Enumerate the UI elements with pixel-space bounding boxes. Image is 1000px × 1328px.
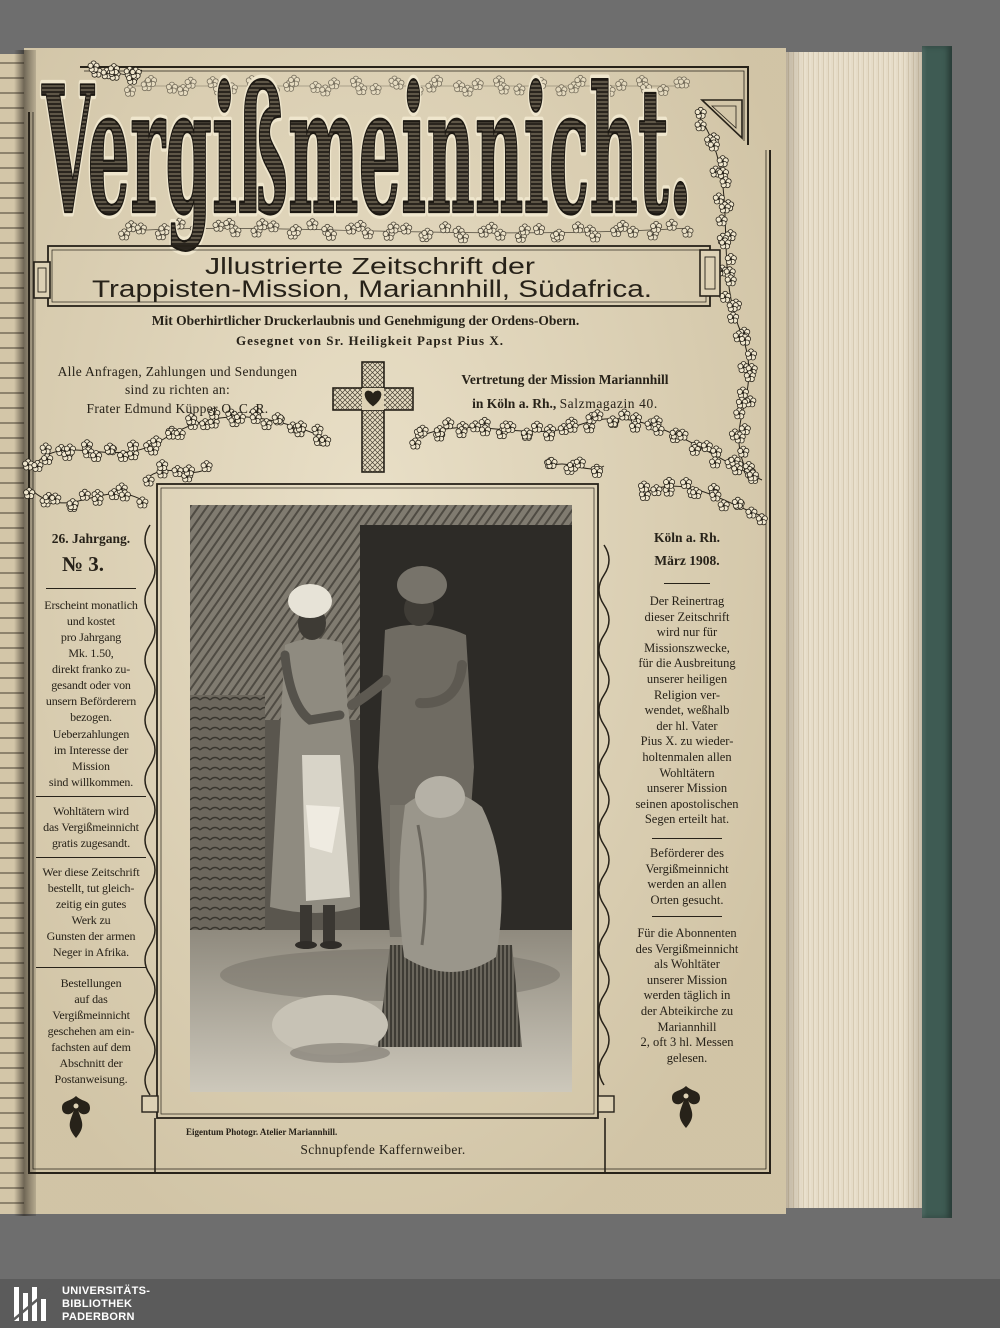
text-line: Mk. 1.50, bbox=[68, 646, 114, 660]
volume-label: 26. Jahrgang. bbox=[51, 531, 131, 546]
garland-flower bbox=[42, 453, 53, 464]
text-line: werden an allen bbox=[647, 877, 727, 892]
approval-line: Mit Oberhirtlicher Druckerlaubnis und Genehmigung der Ordens-Obern. bbox=[151, 313, 580, 328]
issue-number: № 3. bbox=[61, 552, 105, 576]
text-line: gesandt oder von bbox=[51, 678, 131, 692]
column-divider bbox=[664, 583, 710, 584]
garland-flower bbox=[79, 489, 90, 500]
masthead-title: Vergißmeinnicht. bbox=[41, 49, 693, 254]
photograph bbox=[190, 505, 572, 1092]
library-name-line-1: UNIVERSITÄTS- bbox=[62, 1285, 151, 1297]
column-divider bbox=[36, 796, 146, 797]
text-line: gratis zugesandt. bbox=[51, 836, 131, 850]
garland-flower bbox=[67, 499, 78, 510]
garland-flower bbox=[417, 425, 428, 436]
text-line: und kostet bbox=[66, 614, 116, 628]
text-line: wird nur für bbox=[656, 625, 718, 640]
text-line: Werk zu bbox=[71, 913, 111, 927]
garland-flower bbox=[713, 193, 724, 204]
contact-left-line-2: sind zu richten an: bbox=[124, 382, 231, 397]
garland-flower bbox=[651, 485, 662, 496]
text-line: Für die Abonnenten bbox=[637, 926, 737, 940]
text-line: zeitig ein gutes bbox=[55, 897, 127, 911]
text-line: Ueberzahlungen bbox=[52, 727, 130, 741]
garland-flower bbox=[746, 507, 757, 518]
contact-left-line-3: Frater Edmund Küpper O. C. R. bbox=[86, 401, 269, 416]
subtitle-line-1: Jllustrierte Zeitschrift der bbox=[205, 253, 536, 279]
text-line: Beförderer des bbox=[650, 846, 724, 860]
text-line: dieser Zeitschrift bbox=[644, 609, 730, 624]
text-line: der Abteikirche zu bbox=[640, 1003, 734, 1018]
contact-right-line-2 bbox=[440, 392, 690, 416]
text-line: Mission bbox=[72, 759, 110, 773]
photo-credit: Eigentum Photogr. Atelier Mariannhill. bbox=[186, 1127, 338, 1137]
garland-flower bbox=[40, 443, 51, 454]
blessing-line: Gesegnet von Sr. Heiligkeit Papst Pius X. bbox=[235, 333, 505, 348]
garland-flower bbox=[664, 477, 675, 488]
text-line: der hl. Vater bbox=[656, 718, 718, 733]
contact-right-line-1: Vertretung der Mission Mariannhill bbox=[461, 372, 669, 387]
garland-flower bbox=[104, 443, 115, 454]
fleuron-right bbox=[672, 1086, 700, 1128]
subtitle-line-2: Trappisten-Mission, Mariannhill, Südafrica. bbox=[92, 276, 652, 303]
text-line: Wohltätern wird bbox=[53, 804, 129, 818]
publication-date: März 1908. bbox=[654, 553, 720, 568]
garland-flower bbox=[521, 428, 532, 439]
garland-flower bbox=[695, 120, 706, 131]
text-line: unsern Beförderern bbox=[45, 694, 137, 708]
text-line: 2, oft 3 hl. Messen bbox=[640, 1035, 734, 1050]
garland-flower bbox=[728, 312, 739, 323]
text-line: direkt franko zu- bbox=[51, 662, 131, 676]
text-line: pro Jahrgang bbox=[60, 630, 122, 644]
promoters-info bbox=[612, 846, 762, 908]
text-line: für die Ausbreitung bbox=[638, 656, 736, 671]
garland-flower bbox=[710, 457, 721, 468]
vine-right bbox=[599, 545, 609, 1085]
text-line: Vergißmeinnicht bbox=[645, 861, 729, 876]
text-line: im Interesse der bbox=[53, 743, 129, 757]
cross-ornament bbox=[333, 362, 413, 472]
agency-address: Salzmagazin 40. bbox=[559, 396, 658, 411]
text-line: Gunsten der armen bbox=[46, 929, 136, 943]
text-line: holtenmalen allen bbox=[642, 749, 732, 764]
text-line: Religion ver- bbox=[653, 687, 721, 702]
text-line: unserer Mission bbox=[646, 972, 728, 987]
library-name-line-3: PADERBORN bbox=[62, 1311, 135, 1323]
text-line: unserer Mission bbox=[646, 781, 728, 796]
benefactors-info bbox=[30, 803, 152, 851]
photo-wattle-fence bbox=[190, 695, 265, 945]
text-line: bezogen. bbox=[70, 710, 112, 724]
text-line: Wer diese Zeitschrift bbox=[42, 865, 140, 879]
text-line: Postanweisung. bbox=[54, 1072, 128, 1086]
library-footer bbox=[0, 1279, 1000, 1328]
garland-flower bbox=[720, 291, 731, 302]
column-divider bbox=[36, 967, 146, 968]
text-line: Abschnitt der bbox=[59, 1056, 123, 1070]
garland-flower bbox=[410, 438, 421, 449]
garland-flower bbox=[151, 436, 162, 447]
garland-flower bbox=[574, 457, 585, 468]
garland-flower bbox=[312, 424, 323, 435]
text-line: Missionszwecke, bbox=[644, 640, 730, 655]
text-line: Wohltätern bbox=[659, 765, 715, 780]
text-line: Vergißmeinnicht bbox=[52, 1008, 130, 1022]
garland-flower bbox=[732, 497, 743, 508]
garland-flower bbox=[717, 156, 728, 167]
text-line: das Vergißmeinnicht bbox=[43, 820, 139, 834]
text-line: bestellt, tut gleich- bbox=[47, 881, 135, 895]
column-divider bbox=[652, 838, 722, 839]
garland-flower bbox=[443, 418, 454, 429]
text-line: Bestellungen bbox=[60, 976, 122, 990]
garland-flower bbox=[201, 461, 212, 472]
garland-flower bbox=[638, 481, 649, 492]
garland-flower bbox=[157, 460, 168, 471]
publication-place: Köln a. Rh. bbox=[653, 530, 721, 545]
text-line: als Wohltäter bbox=[654, 957, 720, 972]
column-divider bbox=[46, 588, 136, 589]
garland-flower bbox=[531, 421, 542, 432]
library-name-line-2: BIBLIOTHEK bbox=[62, 1298, 133, 1310]
fleuron-left bbox=[62, 1096, 90, 1138]
garland-flower bbox=[711, 446, 722, 457]
text-line: geschehen am ein- bbox=[47, 1024, 135, 1038]
agency-location: in Köln a. Rh., bbox=[472, 396, 557, 411]
text-line: werden täglich in bbox=[643, 988, 731, 1003]
text-line: fachsten auf dem bbox=[51, 1040, 131, 1054]
garland-flower bbox=[607, 416, 618, 427]
garland-flower bbox=[716, 215, 727, 226]
net-proceeds-info bbox=[612, 594, 762, 828]
garland-flower bbox=[295, 421, 306, 432]
garland-flower bbox=[681, 478, 692, 489]
ordering-info bbox=[30, 975, 152, 1087]
text-line: unserer heiligen bbox=[646, 671, 728, 686]
text-line: seinen apostolischen bbox=[635, 796, 739, 811]
masses-info bbox=[612, 926, 762, 1066]
garland-left bbox=[23, 407, 331, 512]
text-line: des Vergißmeinnicht bbox=[635, 941, 739, 956]
garland-flower bbox=[127, 440, 138, 451]
text-line: Erscheint monatlich bbox=[44, 598, 138, 612]
garland-flower bbox=[695, 107, 706, 118]
text-line: Segen erteilt hat. bbox=[644, 812, 730, 827]
garland-flower bbox=[64, 444, 75, 455]
photo-caption: Schnupfende Kaffernweiber. bbox=[300, 1142, 466, 1157]
text-line: sind willkommen. bbox=[48, 775, 134, 789]
text-line: Neger in Afrika. bbox=[53, 945, 129, 959]
text-line: gelesen. bbox=[666, 1050, 708, 1065]
garland-flower bbox=[737, 387, 748, 398]
garland-flower bbox=[143, 475, 154, 486]
text-line: Pius X. zu wieder- bbox=[640, 734, 734, 749]
text-line: Der Reinertrag bbox=[649, 594, 725, 608]
masthead-title-halo: Vergißmeinnicht. bbox=[41, 49, 693, 254]
column-divider bbox=[36, 857, 146, 858]
text-line: Orten gesucht. bbox=[650, 892, 724, 907]
contact-left-line-1: Alle Anfragen, Zahlungen und Sendungen bbox=[57, 364, 298, 379]
text-line: Mariannhill bbox=[657, 1019, 717, 1034]
good-work-info bbox=[30, 864, 152, 960]
garland-flower bbox=[183, 465, 194, 476]
subscription-info bbox=[30, 597, 152, 725]
overpayment-info bbox=[30, 726, 152, 790]
garland-flower bbox=[745, 349, 756, 360]
text-line: wendet, weßhalb bbox=[644, 703, 730, 718]
column-divider bbox=[652, 916, 722, 917]
library-logo-icon bbox=[12, 1285, 52, 1323]
text-line: auf das bbox=[74, 992, 108, 1006]
